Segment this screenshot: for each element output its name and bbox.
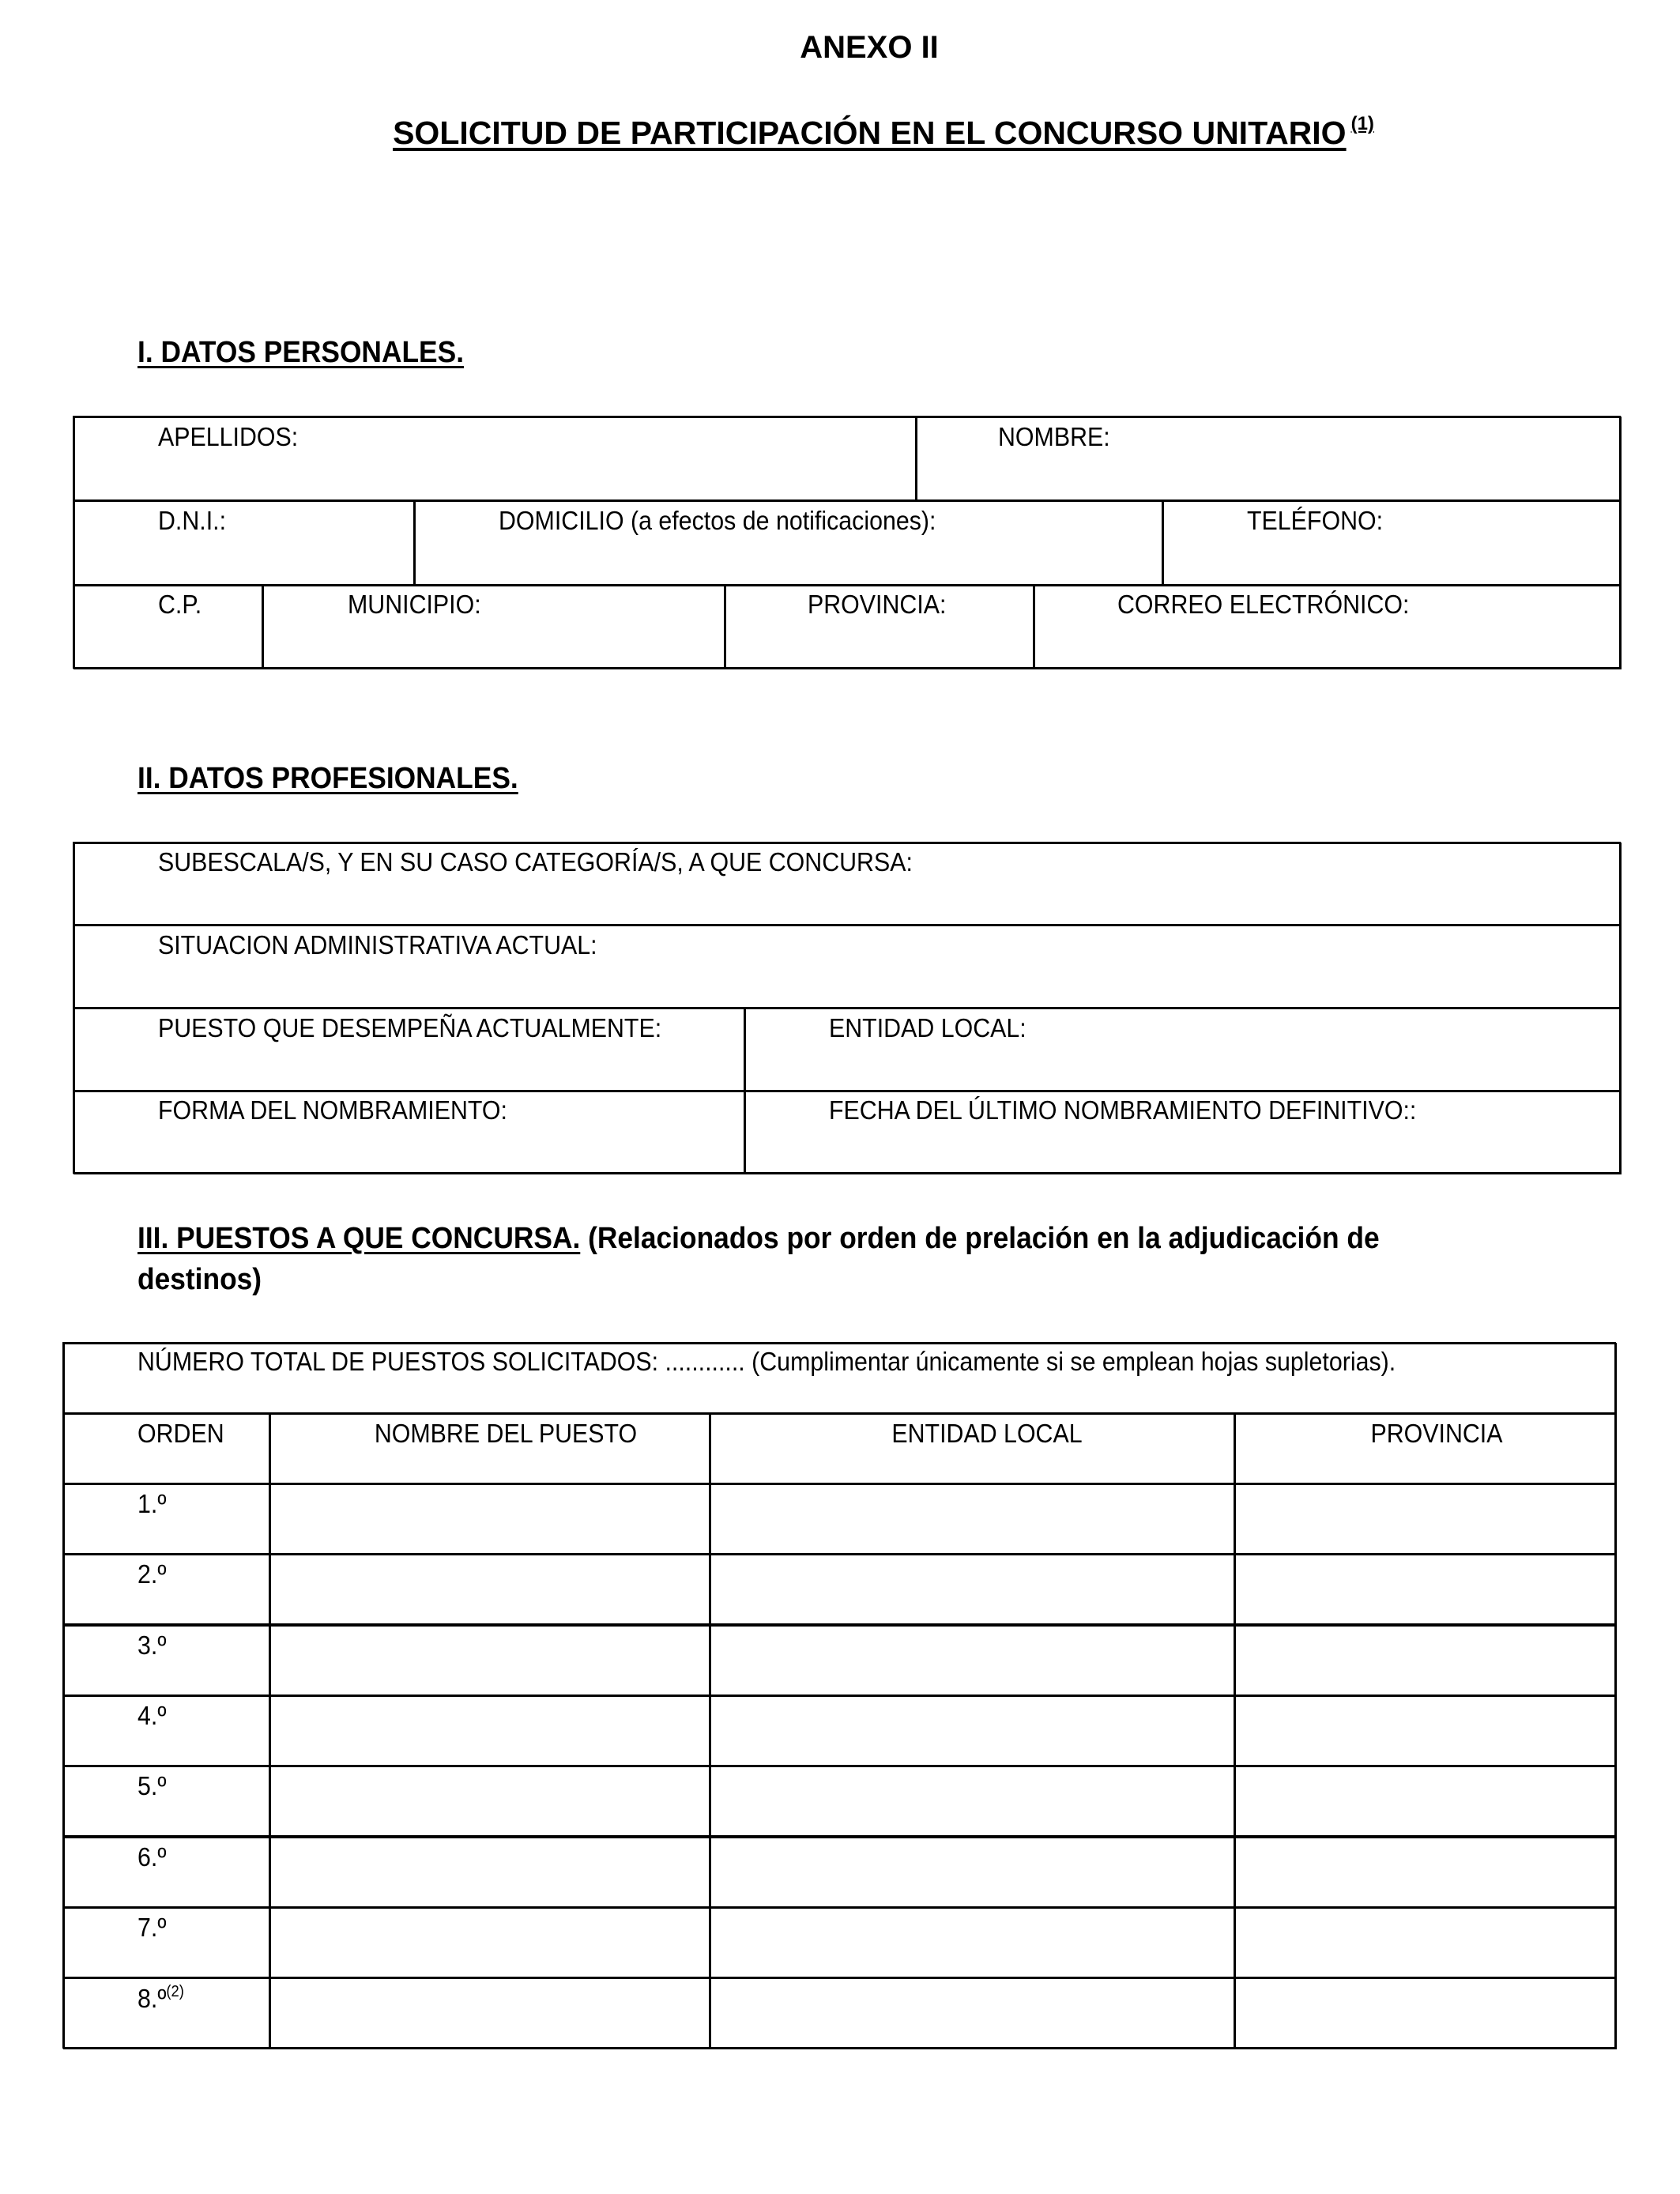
telefono-field[interactable] [1162, 500, 1621, 586]
position-row-5-orden-cell [62, 1766, 270, 1837]
position-row-2-provincia-cell[interactable] [1234, 1554, 1616, 1625]
position-row-6-provincia-cell[interactable] [1234, 1837, 1616, 1908]
fecha-nombramiento-label: FECHA DEL ÚLTIMO NOMBRAMIENTO DEFINITIVO:: [829, 1095, 1417, 1125]
cp-label: C.P. [158, 590, 202, 619]
position-row-5-provincia-cell[interactable] [1234, 1766, 1616, 1837]
correo-label: CORREO ELECTRÓNICO: [1117, 590, 1410, 619]
position-row-4-provincia-cell[interactable] [1234, 1695, 1616, 1766]
position-row-8-entidad-local-cell[interactable] [710, 1977, 1235, 2049]
last-row-footnote-ref: (2) [166, 1983, 184, 2000]
position-order-label: 5.º [137, 1771, 167, 1800]
position-order-label: 7.º [137, 1913, 167, 1942]
position-row-8-nombre-puesto-cell[interactable] [269, 1977, 710, 2049]
page-title [0, 113, 1680, 152]
position-row-3-entidad-local-cell[interactable] [710, 1625, 1235, 1696]
position-row-1-orden-cell [62, 1483, 270, 1555]
dni-field[interactable] [73, 500, 415, 586]
position-row-6-orden-cell [62, 1837, 270, 1908]
position-order-label: 6.º [137, 1842, 167, 1872]
column-label-nombre: NOMBRE DEL PUESTO [374, 1419, 638, 1448]
municipio-label: MUNICIPIO: [348, 590, 481, 619]
position-row-2-nombre-puesto-cell[interactable] [269, 1554, 710, 1625]
position-row-3-provincia-cell[interactable] [1234, 1625, 1616, 1696]
position-row-6-entidad-local-cell[interactable] [710, 1837, 1235, 1908]
apellidos-label: APELLIDOS: [158, 422, 299, 451]
position-row-4-nombre-puesto-cell[interactable] [269, 1695, 710, 1766]
nombre-label: NOMBRE: [998, 422, 1110, 451]
title-text: SOLICITUD DE PARTICIPACIÓN EN EL CONCURSO UNITARIO [393, 115, 1347, 151]
column-label-orden: ORDEN [137, 1419, 224, 1448]
position-row-4-entidad-local-cell[interactable] [710, 1695, 1235, 1766]
position-row-2-orden-cell [62, 1554, 270, 1625]
position-row-1-nombre-puesto-cell[interactable] [269, 1483, 710, 1555]
column-label-entidad: ENTIDAD LOCAL [891, 1419, 1083, 1448]
position-order-label: 3.º [137, 1630, 167, 1660]
annex-label: ANEXO II [800, 30, 939, 65]
entidad-local-label: ENTIDAD LOCAL: [829, 1013, 1026, 1042]
domicilio-label: DOMICILIO (a efectos de notificaciones): [499, 506, 936, 535]
position-row-1-entidad-local-cell[interactable] [710, 1483, 1235, 1555]
section-heading-professional: II. DATOS PROFESIONALES. [137, 762, 518, 795]
puesto-actual-label: PUESTO QUE DESEMPEÑA ACTUALMENTE: [158, 1013, 662, 1042]
position-row-4-orden-cell [62, 1695, 270, 1766]
position-row-7-provincia-cell[interactable] [1234, 1907, 1616, 1978]
position-row-7-orden-cell [62, 1907, 270, 1978]
forma-nombramiento-label: FORMA DEL NOMBRAMIENTO: [158, 1095, 507, 1125]
position-order-label: 4.º [137, 1701, 167, 1730]
position-row-2-entidad-local-cell[interactable] [710, 1554, 1235, 1625]
position-order-label: 8.º$^{(2)}$ [137, 1983, 184, 2013]
provincia-label: PROVINCIA: [808, 590, 947, 619]
position-row-7-nombre-puesto-cell[interactable] [269, 1907, 710, 1978]
dni-label: D.N.I.: [158, 506, 227, 535]
position-row-8-provincia-cell[interactable] [1234, 1977, 1616, 2049]
position-row-3-orden-cell [62, 1625, 270, 1696]
position-row-5-entidad-local-cell[interactable] [710, 1766, 1235, 1837]
position-order-label: 2.º [137, 1559, 167, 1589]
section-heading-note: (Relacionados por orden de prelación en la adjudicación de destinos) [137, 1222, 1380, 1296]
municipio-field[interactable] [262, 585, 725, 669]
position-row-5-nombre-puesto-cell[interactable] [269, 1766, 710, 1837]
title-footnote-ref: (1) [1350, 113, 1374, 134]
position-row-3-nombre-puesto-cell[interactable] [269, 1625, 710, 1696]
telefono-label: TELÉFONO: [1247, 506, 1384, 535]
subescala-label: SUBESCALA/S, Y EN SU CASO CATEGORÍA/S, A QUE CONCURSA: [158, 847, 913, 876]
section-heading-personal: I. DATOS PERSONALES. [137, 336, 465, 369]
section-heading-positions: III. PUESTOS A QUE CONCURSA. (Relacionados por orden de prelación en la adjudicación de destinos) [137, 1222, 1380, 1296]
column-label-provincia: PROVINCIA [1370, 1419, 1503, 1448]
position-row-6-nombre-puesto-cell[interactable] [269, 1837, 710, 1908]
position-row-1-provincia-cell[interactable] [1234, 1483, 1616, 1555]
total-positions-label: NÚMERO TOTAL DE PUESTOS SOLICITADOS: ............ (Cumplimentar únicamente si se emplean hojas supletorias). [137, 1347, 1396, 1376]
position-row-7-entidad-local-cell[interactable] [710, 1907, 1235, 1978]
situacion-label: SITUACION ADMINISTRATIVA ACTUAL: [158, 930, 597, 959]
position-order-label: 1.º [137, 1489, 167, 1518]
